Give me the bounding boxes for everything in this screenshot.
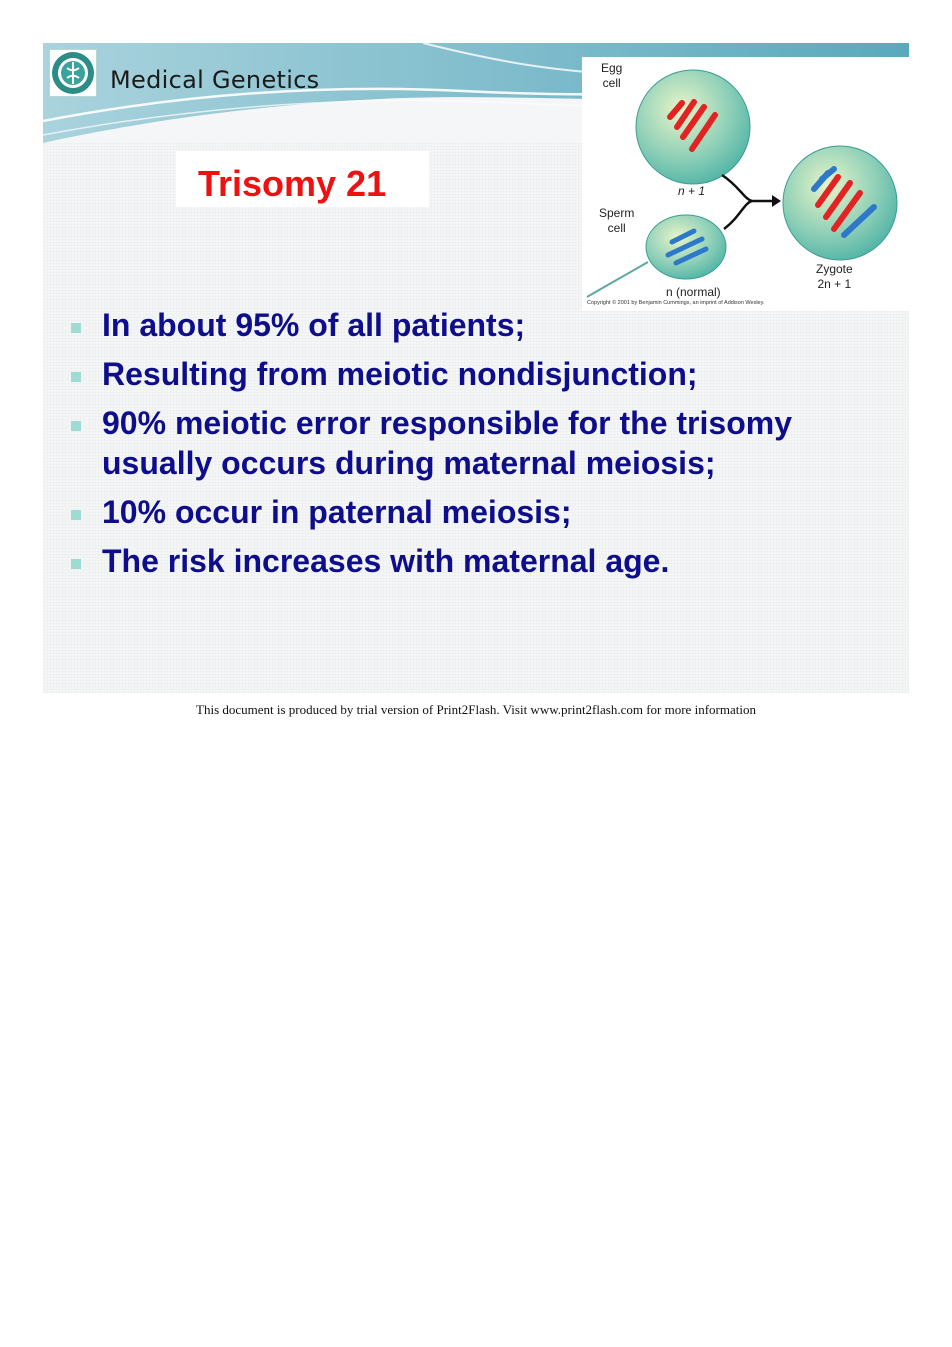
- bullet-text: 10% occur in paternal meiosis;: [102, 494, 572, 530]
- sperm-count-label: n (normal): [666, 285, 721, 299]
- nondisjunction-figure: [582, 57, 909, 311]
- bullet-item: [43, 403, 802, 483]
- bullet-item: [43, 354, 802, 394]
- egg-count-label: n + 1: [678, 184, 706, 198]
- bullet-text: Resulting from meiotic nondisjunction;: [102, 356, 698, 392]
- zygote-label: Zygote 2n + 1: [816, 262, 853, 291]
- bullet-item: [43, 492, 802, 532]
- bullet-list: [43, 305, 909, 590]
- bullet-text: 90% meiotic error responsible for the trisomy usually occurs during maternal meiosis;: [102, 405, 792, 481]
- bullet-square-icon: [71, 510, 81, 520]
- bullet-square-icon: [71, 421, 81, 431]
- slide-title: Trisomy 21: [198, 163, 387, 204]
- bullet-square-icon: [71, 372, 81, 382]
- bullet-text: The risk increases with maternal age.: [102, 543, 670, 579]
- fertilization-diagram: [582, 57, 909, 311]
- egg-cell-label: Egg cell: [601, 61, 623, 90]
- bullet-square-icon: [71, 559, 81, 569]
- bullet-text: In about 95% of all patients;: [102, 307, 526, 343]
- zygote-shape: [783, 146, 897, 260]
- bullet-item: [43, 305, 802, 345]
- header-title: Medical Genetics: [110, 66, 320, 94]
- bullet-item: [43, 541, 802, 581]
- university-seal-icon: [50, 50, 96, 96]
- trial-notice: This document is produced by trial version of Print2Flash. Visit www.print2flash.com for more information: [196, 702, 756, 717]
- logo: [49, 49, 97, 97]
- figure-copyright: Copyright © 2001 by Benjamin Cummings, an imprint of Addison Wesley.: [587, 300, 765, 306]
- bullet-square-icon: [71, 323, 81, 333]
- sperm-cell-label: Sperm cell: [599, 206, 635, 235]
- slide: [43, 43, 909, 693]
